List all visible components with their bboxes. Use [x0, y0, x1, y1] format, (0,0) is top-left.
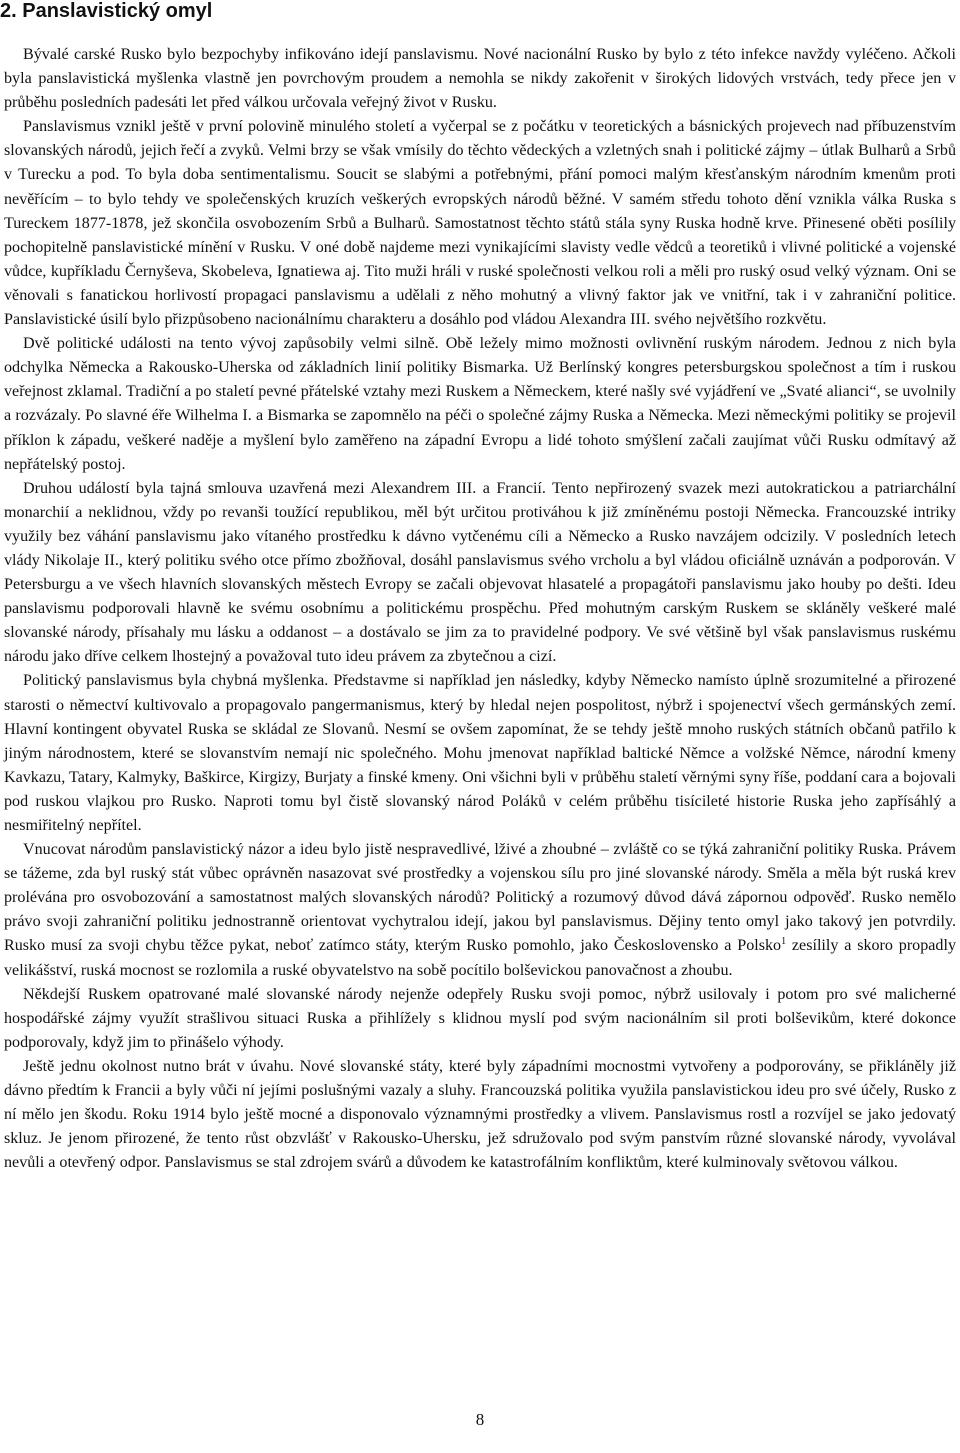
paragraph: Někdejší Ruskem opatrované malé slovanské národy nejenže odepřely Rusku svoji pomoc, nýbrž usilovaly i potom pro své malicherné hospodářské zájmy využít strašlivou situaci Ruska a přihlížely s klidnou myslí pod svým nacionálním sil proti bolševikům, které dokonce podporovaly, když jim to přinášelo výhody. — [4, 985, 956, 1051]
footnote-reference[interactable]: 1 — [781, 936, 787, 948]
paragraph — [4, 838, 956, 983]
paragraph-text-continued: zesílily a skoro propadly velikášství, ruská mocnost se rozlomila a ruské obyvatelstvo na sobě pocítilo bolševickou panovačnost a zhoubu. — [4, 937, 956, 979]
paragraph: Panslavismus vznikl ještě v první polovině minulého století a vyčerpal se z počátku v teoretických a básnických projevech nad příbuzenstvím slovanských národů, jejich řečí a zvyků. Velmi brzy se však vmísily do těchto vědeckých a vzletných snah i politické zájmy – útlak Bulharů a Srbů v Turecku a pod. To byla doba sentimentalismu. Soucit se slabými a potřebnými, přání pomoci malým křesťanským národním kmenům proti nevěřícím – to bylo tehdy ve společenských kruzích veškerých evropských národů běžné. V samém středu tohoto dění vznikla válka Ruska s Tureckem 1877-1878, jež skončila osvobozením Srbů a Bulharů. Samostatnost těchto států stála syny Ruska hodně krve. Přinesené oběti posílily pochopitelně panslavistické mínění v Rusku. V oné době najdeme mezi vynikajícími slavisty vedle vědců a teoretiků i vlivné politické a vojenské vůdce, kupříkladu Černyševa, Skobeleva, Ignatiewa aj. Tito muži hráli v ruské společnosti velkou roli a měli pro ruský osud velký význam. Oni se věnovali s fanatickou horlivostí propagaci panslavismu a udělali z něho mohutný a vlivný faktor jak ve vnitřní, tak i v zahraniční politice. Panslavistické úsilí bylo přizpůsobeno nacionálnímu charakteru a dosáhlo pod vládou Alexandra III. svého největšího rozkvětu. — [4, 118, 956, 329]
paragraph: Dvě politické události na tento vývoj zapůsobily velmi silně. Obě ležely mimo možnosti ovlivnění ruským národem. Jednou z nich byla odchylka Německa a Rakousko-Uherska od základních linií politiky Bismarka. Už Berlínský kongres petersburgskou společnost a tím i ruskou veřejnost zklamal. Tradiční a po staletí pevné přátelské vztahy mezi Ruskem a Německem, které našly své vyjádření ve „Svaté alianci“, se uvolnily a rozvázaly. Po slavné éře Wilhelma I. a Bismarka se zapomnělo na péči o společné zájmy Ruska a Německa. Mezi německými politiky se projevil příklon k západu, veškeré naděje a myšlení bylo zaměřeno na západní Evropu a lidé tohoto smýšlení začali zaujímat vůči Rusku odmítavý až nepřátelský postoj. — [4, 335, 956, 473]
paragraph: Druhou událostí byla tajná smlouva uzavřená mezi Alexandrem III. a Francií. Tento nepřirozený svazek mezi autokratickou a patriarchální monarchií a neklidnou, vždy po revanši toužící republikou, měl být určitou protiváhou k již zmíněnému postoji Německa. Francouzské intriky využily bez váhání panslavismu jako vítaného prostředku k dávno vytčenému cíli a Německo a Rusko navzájem odcizily. V posledních letech vlády Nikolaje II., který politiku svého otce přímo zbožňoval, dosáhl panslavismus svého vrcholu a byl vládou oficiálně uznáván a podporován. V Petersburgu a ve všech hlavních slovanských městech Evropy se začali objevovat hlasatelé a propagátoři panslavismu jako houby po dešti. Ideu panslavismu podporovali hlavně ke svému osobnímu a politickému prospěchu. Před mohutným carským Ruskem se skláněly veškeré malé slovanské národy, přísahaly mu lásku a oddanost – a dostávalo se jim za to pravidelné podpory. Ve své většině byl však panslavismus ruskému národu jako dříve celkem lhostejný a považoval tuto ideu právem za zbytečnou a cizí. — [4, 479, 956, 666]
body-text — [4, 43, 956, 1175]
page-number: 8 — [475, 1410, 485, 1429]
paragraph: Ještě jednu okolnost nutno brát v úvahu. Nové slovanské státy, které byly západními mocnostmi vytvořeny a podporovány, se přikláněly již dávno předtím k Francii a byly vůči ní jejími poslušnými vazaly a sluhy. Francouzská politika využila panslavistickou ideu pro své účely, Rusko z ní mělo jen škodu. Roku 1914 bylo ještě mocné a disponovalo významnými prostředky a vlivem. Panslavismus rostl a rozvíjel se jako jedovatý skluz. Je jenom přirozené, že tento růst obzvlášť v Rakousko-Uhersku, jež sdružovalo pod svým panstvím různé slovanské národy, vyvolával nevůli a otevřený odpor. Panslavismus se stal zdrojem svárů a důvodem ke katastrofálním konfliktům, které kulminovaly světovou válkou. — [4, 1057, 956, 1172]
paragraph: Bývalé carské Rusko bylo bezpochyby infikováno idejí panslavismu. Nové nacionální Rusko by bylo z této infekce navždy vyléčeno. Ačkoli byla panslavistická myšlenka vlastně jen povrchovým proudem a nemohla se nikdy zakořenit v širokých lidových vrstvách, tedy přece jen v průběhu posledních padesáti let před válkou určovala veřejný život v Rusku. — [4, 46, 956, 112]
paragraph-text: Vnucovat národům panslavistický názor a ideu bylo jistě nespravedlivé, lživé a zhoubné – zvláště co se týká zahraniční politiky Ruska. Právem se tážeme, zda byl ruský stát vůbec oprávněn nasazovat své prostředky a vojenskou sílu pro jiné slovanské národy. Směla a měla být ruská krev prolévána pro osvobozování a samostatnost malých slovanských národů? Politický a rozumový důvod dává zápornou odpověď. Rusko nemělo právo svoji zahraniční politiku jednostranně orientovat vychytralou idejí, jakou byl panslavismus. Dějiny tento omyl jako takový jen potvrdily. Rusko musí za svoji chybu těžce pykat, neboť zatímco státy, kterým Rusko pomohlo, jako Československo a Polsko — [4, 841, 956, 955]
chapter-heading: 2. Panslavistický omyl — [0, 0, 213, 22]
paragraph: Politický panslavismus byla chybná myšlenka. Představme si například jen následky, kdyby Německo namísto úplně srozumitelné a přirozené starosti o němectví kultivovalo a propagovalo pangermanismus, který by hledal nejen pospolitost, nýbrž i spojenectví všech germánských zemí. Hlavní kontingent obyvatel Ruska se skládal ze Slovanů. Nesmí se ovšem zapomínat, že se tehdy ještě mnoho ruských státních občanů patřilo k jiným národnostem, které se slovanstvím nemají nic společného. Mohu jmenovat například baltické Němce a volžské Němce, národní kmeny Kavkazu, Tatary, Kalmyky, Baškirce, Kirgizy, Burjaty a finské kmeny. Oni všichni byli v průběhu staletí věrnými syny říše, poddaní cara a bojovali pod ruskou vlajkou pro Rusko. Naproti tomu byl čistě slovanský národ Poláků v celém průběhu tisícileté historie Ruska jeho zapřísáhlý a nesmiřitelný nepřítel. — [4, 672, 956, 834]
